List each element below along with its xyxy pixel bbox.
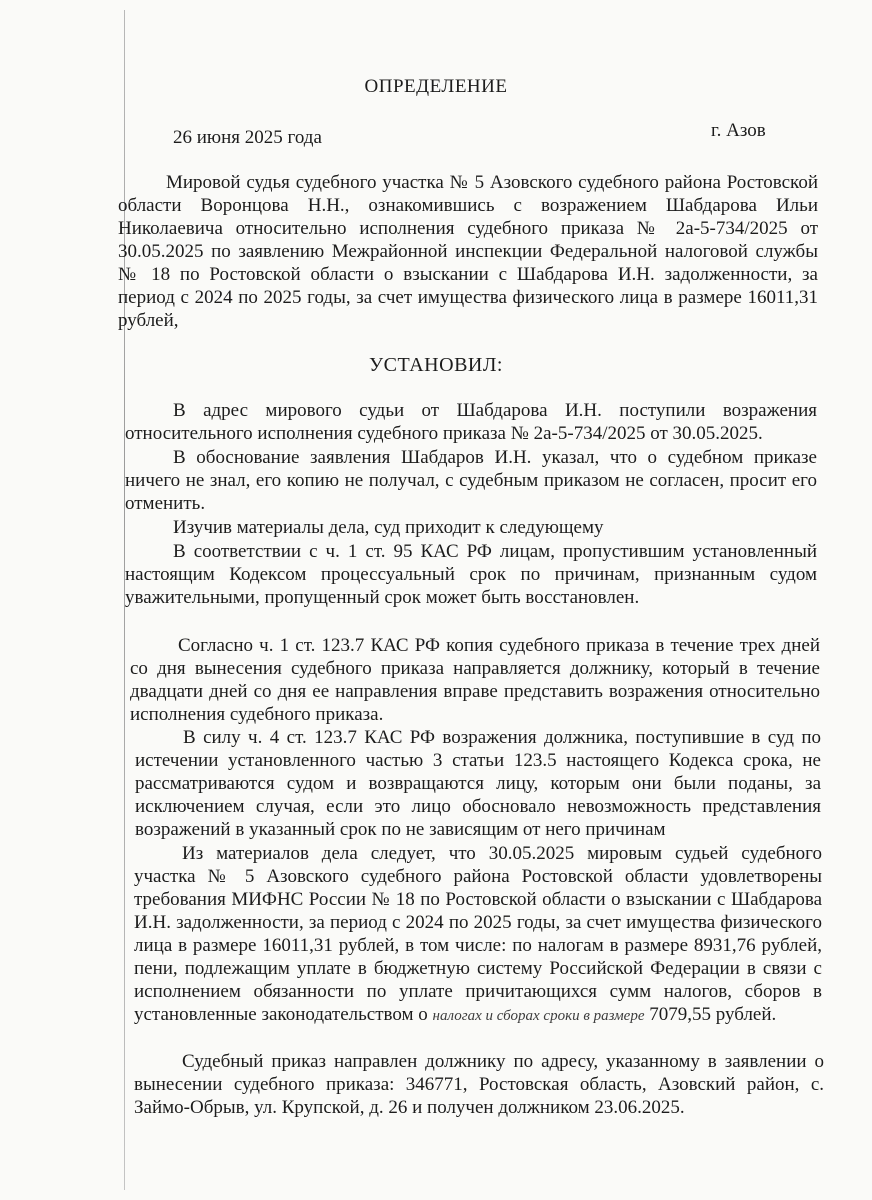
paragraph-5: Согласно ч. 1 ст. 123.7 КАС РФ копия судебного приказа в течение трех дней со дня вынесения судебного приказа направляется должнику, который в течение двадцати дней со дня ее направления вправе представить возражения относительно исполнения судебного приказа. (130, 635, 820, 725)
paragraph-4: В соответствии с ч. 1 ст. 95 КАС РФ лицам, пропустившим установленный настоящим Кодексом процессуальный срок по причинам, признанным судом уважительными, пропущенный срок может быть восстановлен. (125, 541, 817, 608)
paragraph-3: Изучив материалы дела, суд приходит к следующему (173, 517, 604, 538)
document-date: 26 июня 2025 года (173, 127, 322, 148)
section-heading: УСТАНОВИЛ: (369, 354, 503, 376)
document-title: ОПРЕДЕЛЕНИЕ (364, 76, 508, 97)
paragraph-7-text: Из материалов дела следует, что 30.05.2025 мировым судьей судебного участка № 5 Азовского судебного района Ростовской области удовлетворены требования МИФНС России № 18 по Ростовской области о взыскании с Шабдарова И.Н. задолженности, за период с 2024 по 2025 годы, за счет имущества физического лица в размере 16011,31 рублей, в том числе: по налогам в размере 8931,76 рублей, пени, подлежащим уплате в бюджетную систему Российской Федерации в связи с исполнением обязанности по уплате причитающихся сумм налогов, сборов в установленные законодательством о (134, 843, 822, 1025)
intro-paragraph: Мировой судья судебного участка № 5 Азовского судебного района Ростовской области Воронцова Н.Н., ознакомившись с возражением Шабдарова Ильи Николаевича относительно исполнения судебного приказа № 2а-5-734/2025 от 30.05.2025 по заявлению Межрайонной инспекции Федеральной налоговой службы № 18 по Ростовской области о взыскании с Шабдарова И.Н. задолженности, за период с 2024 по 2025 годы, за счет имущества физического лица в размере 16011,31 рублей, (118, 172, 818, 331)
paragraph-2: В обоснование заявления Шабдаров И.Н. указал, что о судебном приказе ничего не знал, его копию не получал, с судебным приказом не согласен, просит его отменить. (125, 447, 817, 514)
paragraph-8: Судебный приказ направлен должнику по адресу, указанному в заявлении о вынесении судебного приказа: 346771, Ростовская область, Азовский район, с. Займо-Обрыв, ул. Крупской, д. 26 и получен должником 23.06.2025. (134, 1051, 824, 1118)
paragraph-6: В силу ч. 4 ст. 123.7 КАС РФ возражения должника, поступившие в суд по истечении установленного частью 3 статьи 123.5 настоящего Кодекса срока, не рассматриваются судом и возвращаются лицу, которым они были поданы, за исключением случая, если это лицо обосновало невозможность представления возражений в указанный срок по не зависящим от него причинам (135, 727, 821, 840)
paragraph-1: В адрес мирового судьи от Шабдарова И.Н. поступили возражения относительного исполнения судебного приказа № 2а-5-734/2025 от 30.05.2025. (125, 400, 817, 444)
paragraph-7-amount: 7079,55 рублей. (649, 1004, 777, 1025)
document-city: г. Азов (711, 120, 766, 141)
paragraph-7-faint-text: налогах и сборах сроки в размере (432, 1008, 645, 1024)
paragraph-7 (134, 842, 822, 1028)
